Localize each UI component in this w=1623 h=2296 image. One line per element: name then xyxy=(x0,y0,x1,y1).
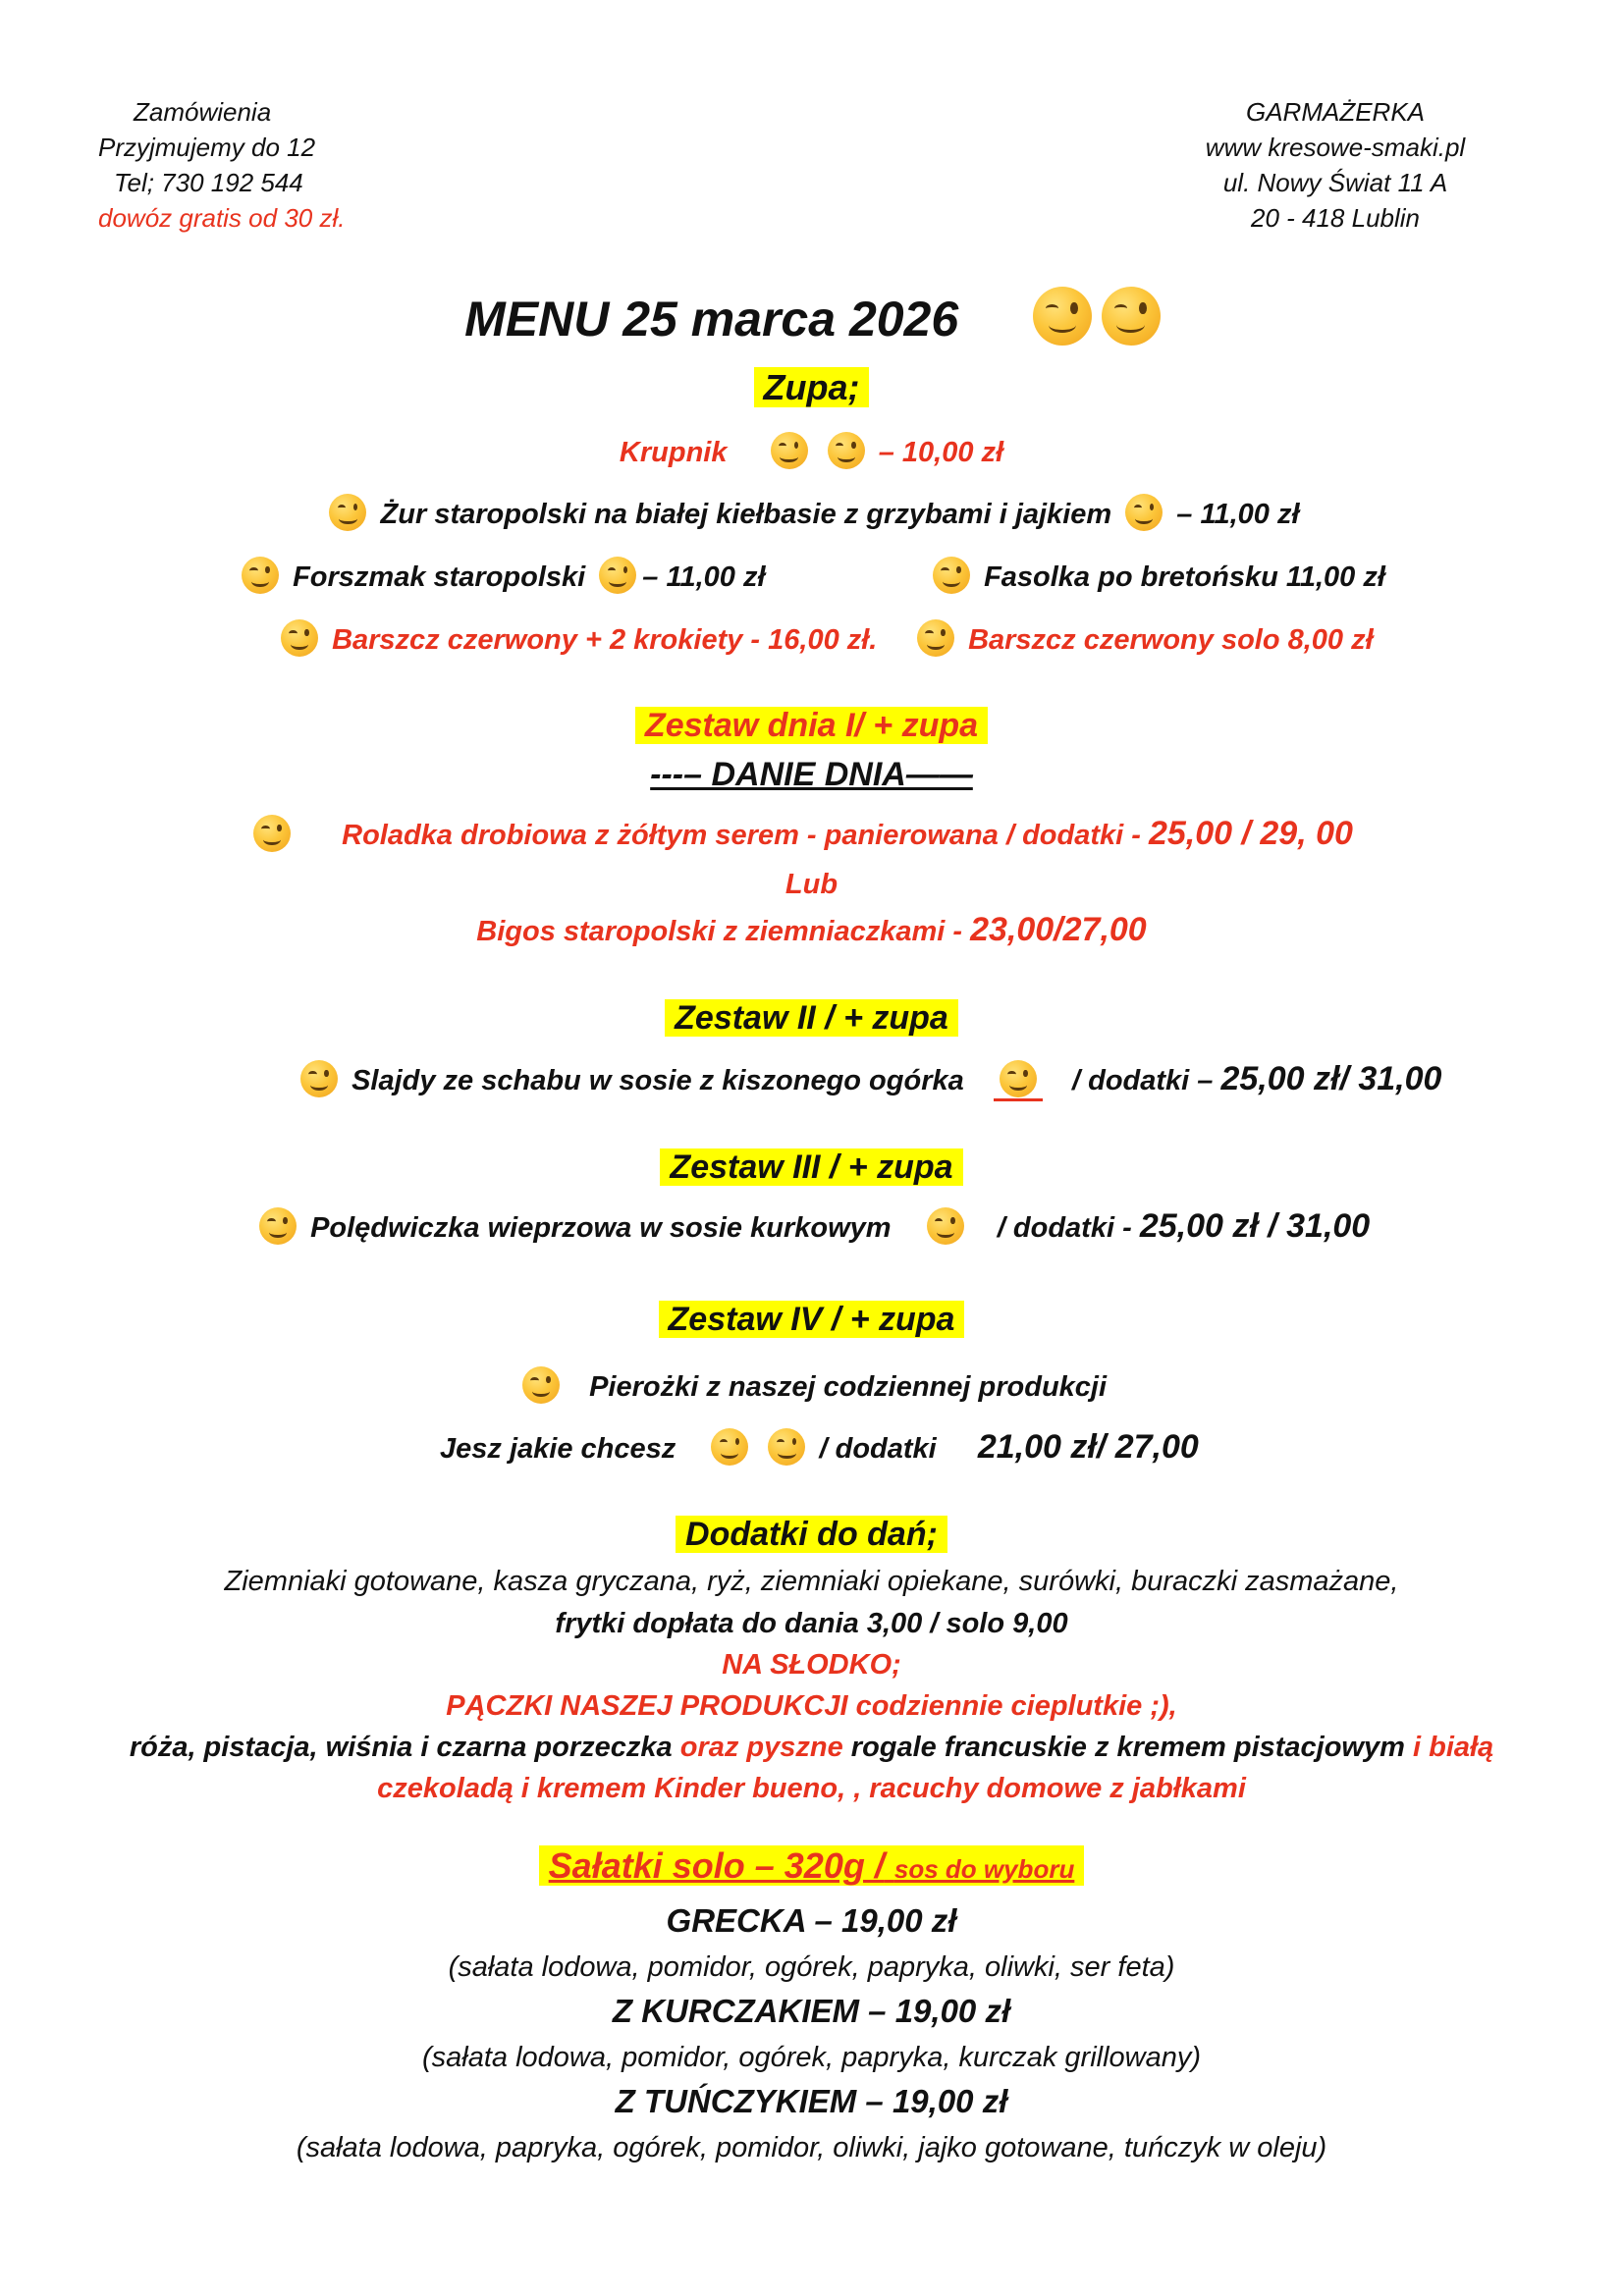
greek-row xyxy=(0,1902,1623,1940)
danie-dnia-row xyxy=(0,756,1623,794)
set3-addons: / dodatki - xyxy=(997,1212,1132,1244)
pierozki-label: Pierożki z naszej codziennej produkcji xyxy=(589,1371,1108,1403)
salads-heading-row xyxy=(0,1845,1623,1887)
rogale-label: rogale francuskie z kremem pistacjowym xyxy=(850,1732,1405,1763)
tuna-desc: (sałata lodowa, papryka, ogórek, pomidor, oliwki, jajko gotowane, tuńczyk w oleju) xyxy=(296,2132,1327,2163)
tuna-desc-row xyxy=(0,2132,1623,2164)
set2-dish: Slajdy ze schabu w sosie z kiszonego ogórka xyxy=(352,1065,964,1096)
chicken-salad: Z KURCZAKIEM – 19,00 zł xyxy=(612,1993,1011,2029)
winking-face-icon xyxy=(1102,287,1161,346)
greek-salad: GRECKA – 19,00 zł xyxy=(666,1902,957,1939)
winking-face-icon xyxy=(1000,1060,1037,1097)
sweet-heading-row xyxy=(0,1649,1623,1682)
krupnik-row xyxy=(0,432,1623,469)
chicken-row xyxy=(0,1993,1623,2030)
phone: Tel; 730 192 544 xyxy=(114,168,303,197)
fries-label: frytki dopłata do dania 3,00 / solo 9,00 xyxy=(555,1608,1068,1639)
biala-label: i białą xyxy=(1412,1732,1494,1763)
chicken-desc: (sałata lodowa, pomidor, ogórek, papryka, kurczak grillowany) xyxy=(421,2042,1202,2073)
set3-heading-row xyxy=(0,1148,1623,1187)
set4-price: 21,00 zł/ 27,00 xyxy=(977,1428,1199,1466)
zur-label: Żur staropolski na białej kiełbasie z grzybami i jajkiem xyxy=(380,499,1112,530)
roladka-row xyxy=(247,815,1353,853)
tuna-salad: Z TUŃCZYKIEM – 19,00 zł xyxy=(615,2083,1008,2119)
bigos-row xyxy=(0,911,1623,949)
fasolka-row xyxy=(927,557,1385,594)
desserts-last: czekoladą i kremem Kinder bueno, , racuchy domowe z jabłkami xyxy=(377,1773,1246,1804)
salads-heading: Sałatki solo – 320g / sos do wyboru xyxy=(539,1845,1085,1886)
sides-heading: Dodatki do dań; xyxy=(676,1516,947,1553)
city: 20 - 418 Lublin xyxy=(1250,203,1421,233)
pierozki-row xyxy=(0,1366,1623,1404)
tuna-row xyxy=(0,2083,1623,2120)
winking-face-icon xyxy=(329,494,366,531)
winking-face-icon xyxy=(599,557,636,594)
set4-heading: Zestaw IV / + zupa xyxy=(659,1301,965,1338)
winking-face-icon xyxy=(1033,287,1092,346)
fasolka-label: Fasolka po bretońsku 11,00 zł xyxy=(984,561,1385,593)
free-delivery: dowóz gratis od 30 zł. xyxy=(98,203,346,233)
shop-name: GARMAŻERKA xyxy=(1245,97,1426,127)
oraz-label: oraz pyszne xyxy=(679,1732,843,1763)
website: www kresowe-smaki.pl xyxy=(1205,133,1466,162)
krupnik-label: Krupnik xyxy=(619,437,728,468)
winking-face-icon xyxy=(768,1428,805,1466)
barszcz-solo: Barszcz czerwony solo 8,00 zł xyxy=(968,624,1374,656)
set2-price: 25,00 zł/ 31,00 xyxy=(1220,1060,1442,1097)
set1-heading-row xyxy=(0,707,1623,745)
zur-row xyxy=(0,494,1623,531)
greek-desc: (sałata lodowa, pomidor, ogórek, papryka, oliwki, ser feta) xyxy=(448,1951,1175,1983)
forszmak-price: – 11,00 zł xyxy=(642,561,766,593)
winking-face-icon xyxy=(771,432,808,469)
choose-label: Jesz jakie chcesz xyxy=(440,1433,676,1465)
roladka-price: 25,00 / 29, 00 xyxy=(1148,815,1353,852)
barszcz-row-2 xyxy=(911,619,1374,657)
roladka-label: Roladka drobiowa z żółtym serem - panierowana / dodatki - xyxy=(342,820,1141,851)
bigos-label: Bigos staropolski z ziemniaczkami - xyxy=(476,916,963,947)
set4-heading-row xyxy=(0,1301,1623,1339)
fries-row xyxy=(0,1608,1623,1640)
bigos-price: 23,00/27,00 xyxy=(970,911,1147,948)
winking-face-icon xyxy=(711,1428,748,1466)
header-right xyxy=(1178,94,1492,236)
winking-face-icon xyxy=(253,815,291,852)
set1-heading: Zestaw dnia I/ + zupa xyxy=(635,707,988,744)
soup-heading-row xyxy=(0,367,1623,408)
desserts-last-row xyxy=(0,1773,1623,1805)
zur-price: – 11,00 zł xyxy=(1176,499,1300,530)
set4-addons: / dodatki xyxy=(819,1433,937,1465)
winking-face-icon xyxy=(927,1207,964,1245)
flavors-row xyxy=(0,1732,1623,1764)
danie-dnia: ---– DANIE DNIA—— xyxy=(650,756,973,793)
choose-row xyxy=(440,1428,1199,1467)
or-label: Lub xyxy=(784,869,839,900)
set3-dish: Polędwiczka wieprzowa w sosie kurkowym xyxy=(310,1212,892,1244)
page-title: MENU 25 marca 2026 xyxy=(464,292,959,347)
title-row xyxy=(0,287,1623,347)
set3-row xyxy=(253,1207,1370,1246)
set3-price: 25,00 zł / 31,00 xyxy=(1139,1207,1371,1245)
barszcz-row-1 xyxy=(275,619,877,657)
set2-heading-row xyxy=(0,999,1623,1038)
winking-face-icon xyxy=(242,557,279,594)
forszmak-row xyxy=(236,557,766,594)
chicken-desc-row xyxy=(0,2042,1623,2074)
orders-label: Zamówienia xyxy=(134,97,272,127)
soup-heading: Zupa; xyxy=(754,367,870,407)
set2-row xyxy=(295,1060,1441,1098)
winking-face-icon xyxy=(259,1207,297,1245)
flavors-label: róża, pistacja, wiśnia i czarna porzeczka xyxy=(129,1732,673,1763)
paczki-row xyxy=(0,1690,1623,1723)
salads-heading-sauce: sos do wyboru xyxy=(893,1854,1075,1884)
header-left xyxy=(98,94,345,236)
forszmak-label: Forszmak staropolski xyxy=(293,561,586,593)
set2-addons: / dodatki – xyxy=(1072,1065,1214,1096)
winking-face-icon xyxy=(933,557,970,594)
winking-face-icon xyxy=(828,432,865,469)
sweet-heading: NA SŁODKO; xyxy=(722,1649,901,1681)
barszcz-krokiety: Barszcz czerwony + 2 krokiety - 16,00 zł. xyxy=(332,624,878,656)
krupnik-price: – 10,00 zł xyxy=(878,437,1004,468)
greek-desc-row xyxy=(0,1951,1623,1984)
orders-until: Przyjmujemy do 12 xyxy=(98,133,316,162)
winking-face-icon xyxy=(917,619,954,657)
winking-face-icon xyxy=(1125,494,1163,531)
or-row xyxy=(0,869,1623,901)
paczki-label: PĄCZKI NASZEJ PRODUKCJI codziennie cieplutkie ;), xyxy=(446,1690,1177,1722)
sides-list-row xyxy=(0,1566,1623,1598)
sides-heading-row xyxy=(0,1516,1623,1554)
set2-heading: Zestaw II / + zupa xyxy=(665,999,958,1037)
winking-face-icon xyxy=(281,619,318,657)
sides-list: Ziemniaki gotowane, kasza gryczana, ryż, ziemniaki opiekane, surówki, buraczki zasmażane, xyxy=(224,1566,1399,1597)
set3-heading: Zestaw III / + zupa xyxy=(660,1148,962,1186)
street: ul. Nowy Świat 11 A xyxy=(1222,168,1448,197)
winking-face-icon xyxy=(300,1060,338,1097)
winking-face-icon xyxy=(522,1366,560,1404)
